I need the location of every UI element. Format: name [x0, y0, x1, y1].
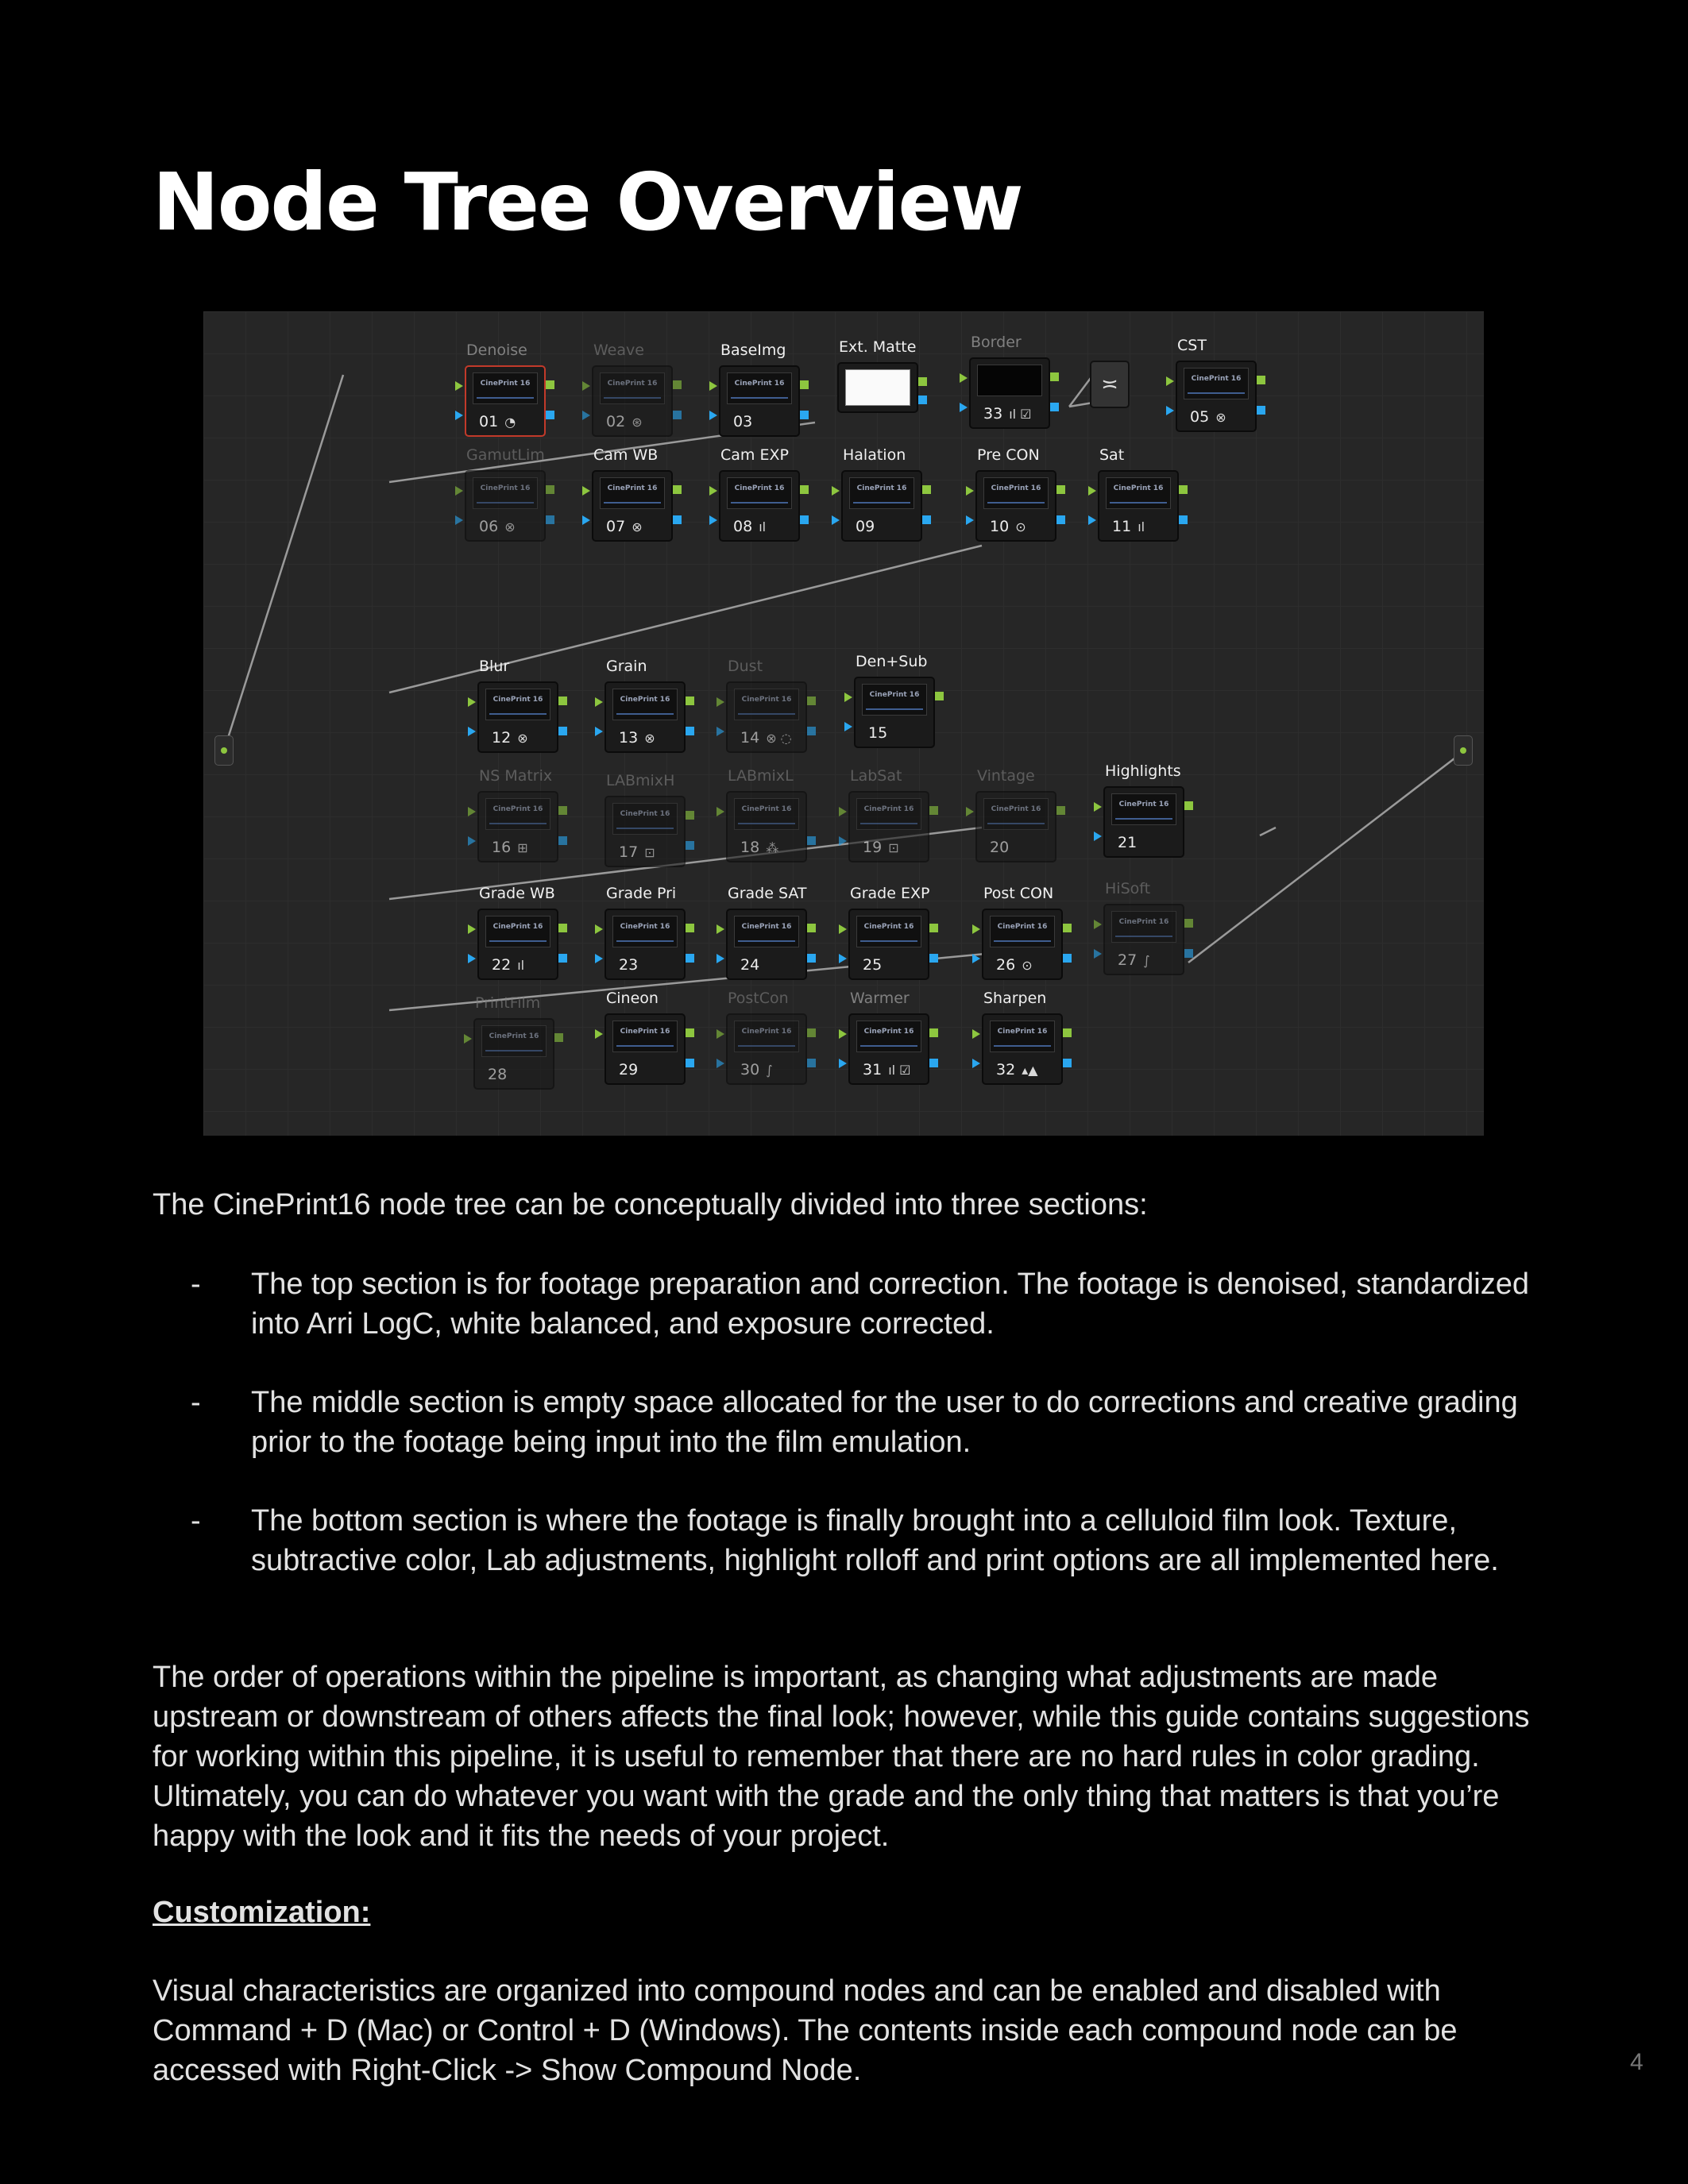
node-number: 10 ⊙ [990, 518, 1026, 535]
graph-node[interactable] [726, 658, 807, 753]
graph-node[interactable] [726, 990, 807, 1085]
node-number: 22 ıl [492, 956, 525, 974]
node-icon: ıl [759, 519, 767, 534]
node-number: 29 [619, 1061, 639, 1078]
node-number: 03 [733, 413, 753, 430]
graph-node[interactable] [726, 767, 807, 862]
graph-node[interactable] [465, 446, 546, 542]
node-label: Dust [728, 658, 763, 675]
node-icon: ⊛ [632, 415, 643, 430]
node-icon: ⊙ [1022, 958, 1033, 973]
node-thumbnail: CinePrint 16 [849, 477, 914, 509]
splitter-node[interactable]: ≍ [1090, 361, 1130, 408]
node-number: 23 [619, 956, 639, 974]
node-number: 18 ⁂ [740, 839, 779, 856]
graph-node[interactable] [605, 885, 686, 980]
node-thumbnail: CinePrint 16 [983, 477, 1049, 509]
node-thumbnail: CinePrint 16 [612, 689, 678, 720]
node-thumbnail [845, 369, 910, 406]
graph-node[interactable] [975, 446, 1056, 542]
body-paragraph: The order of operations within the pipeline is important, as changing what adjustments are made upstream or downstream of others affects the final look; however, while this guide contains suggestions for working within this pipeline, it is useful to remember that there are no hard rules in color grading. Ultimately, you can do whatever you want with the grade and the only thing that matters is that you’re happy with the look and it fits the needs of your project. [153, 1661, 1530, 1853]
graph-node[interactable] [982, 885, 1063, 980]
node-label: Sat [1099, 446, 1125, 464]
node-number: 28 [488, 1066, 508, 1083]
node-label: NS Matrix [479, 767, 553, 785]
node-number: 31 ıl ☑ [863, 1061, 911, 1078]
customization-paragraph: Visual characteristics are organized into compound nodes and can be enabled and disabled with Command + D (Mac) or Control + D (Windows). The contents inside each compound node can be accessed with Right-Click -> Show Compound Node. [153, 1974, 1458, 2087]
graph-node[interactable] [719, 341, 800, 437]
node-label: Grade WB [479, 885, 555, 902]
node-icon: ıl [517, 958, 525, 973]
graph-node[interactable] [719, 446, 800, 542]
node-label: Grade EXP [850, 885, 930, 902]
node-label: GamutLim [466, 446, 545, 464]
node-label: Grade SAT [728, 885, 807, 902]
graph-node[interactable] [1098, 446, 1179, 542]
node-label: HiSoft [1105, 880, 1151, 897]
node-label: Post CON [983, 885, 1054, 902]
node-icon: ⊞ [517, 840, 528, 855]
node-thumbnail: CinePrint 16 [1184, 368, 1249, 399]
node-number: 19 ⊡ [863, 839, 899, 856]
graph-node[interactable] [465, 341, 546, 437]
graph-node[interactable] [848, 990, 929, 1085]
bullet-dash: - [191, 1504, 201, 1538]
node-number: 32 ▴▲ [996, 1061, 1038, 1078]
node-icon: ⊡ [888, 840, 899, 855]
node-thumbnail: CinePrint 16 [734, 689, 799, 720]
node-number: 01 ◔ [479, 413, 516, 430]
node-label: Grain [606, 658, 647, 675]
bullet-item [153, 1264, 1551, 1344]
graph-node[interactable] [848, 767, 929, 862]
node-number: 25 [863, 956, 883, 974]
node-number: 26 ⊙ [996, 956, 1033, 974]
node-thumbnail: CinePrint 16 [612, 1021, 678, 1052]
node-icon: ⊗ ◌ [766, 731, 792, 746]
node-number: 33 ıl ☑ [983, 405, 1032, 423]
node-thumbnail: CinePrint 16 [485, 689, 550, 720]
node-label: Cam EXP [720, 446, 789, 464]
node-thumbnail: CinePrint 16 [481, 1025, 547, 1057]
graph-node[interactable] [982, 990, 1063, 1085]
graph-node[interactable] [477, 658, 558, 753]
graph-node[interactable] [837, 338, 918, 413]
graph-node[interactable] [592, 341, 673, 437]
node-number: 09 [856, 518, 875, 535]
node-thumbnail: CinePrint 16 [856, 916, 921, 947]
page-title: Node Tree Overview [153, 156, 1022, 249]
node-thumbnail: CinePrint 16 [600, 372, 665, 404]
node-number: 06 ⊗ [479, 518, 516, 535]
node-thumbnail: CinePrint 16 [612, 916, 678, 947]
bullet-text: The middle section is empty space allocated for the user to do corrections and creative grading prior to the footage being input into the film emulation. [251, 1386, 1518, 1459]
node-thumbnail: CinePrint 16 [862, 684, 927, 716]
node-label: Blur [479, 658, 510, 675]
node-thumbnail: CinePrint 16 [734, 916, 799, 947]
bullet-dash: - [191, 1386, 201, 1419]
node-icon: ⊗ [644, 731, 655, 746]
node-connections [203, 311, 1484, 1136]
node-label: BaseImg [720, 341, 786, 359]
node-number: 20 [990, 839, 1010, 856]
graph-node[interactable] [841, 446, 922, 542]
node-thumbnail: CinePrint 16 [856, 1021, 921, 1052]
bullet-text: The bottom section is where the footage is finally brought into a celluloid film look. Texture, subtractive color, Lab adjustments, highlight rolloff and print options are all implemented here. [251, 1504, 1499, 1577]
node-label: Pre CON [977, 446, 1040, 464]
node-number: 13 ⊗ [619, 729, 655, 747]
graph-node[interactable] [1103, 762, 1184, 858]
node-icon: ⊙ [1015, 519, 1026, 534]
node-label: Weave [593, 341, 644, 359]
node-thumbnail: CinePrint 16 [485, 916, 550, 947]
node-number: 30 ∫ [740, 1061, 773, 1078]
graph-node[interactable] [605, 990, 686, 1085]
graph-node[interactable] [592, 446, 673, 542]
node-thumbnail: CinePrint 16 [983, 798, 1049, 830]
node-icon: ▴▲ [1022, 1063, 1038, 1078]
node-number: 11 ıl [1112, 518, 1145, 535]
node-number: 12 ⊗ [492, 729, 528, 747]
graph-node[interactable] [1176, 337, 1257, 432]
page-number: 4 [1630, 2049, 1644, 2075]
node-thumbnail [977, 365, 1042, 396]
node-icon: ⊗ [504, 519, 516, 534]
node-number: 21 [1118, 834, 1138, 851]
graph-node[interactable] [1103, 880, 1184, 975]
node-icon: ıl [1138, 519, 1145, 534]
node-label: Sharpen [983, 990, 1047, 1007]
node-thumbnail: CinePrint 16 [1111, 911, 1176, 943]
node-label: Highlights [1105, 762, 1181, 780]
node-number: 15 [868, 724, 888, 742]
node-label: CST [1177, 337, 1207, 354]
node-number: 08 ıl [733, 518, 767, 535]
graph-node[interactable] [477, 767, 558, 862]
node-number: 07 ⊗ [606, 518, 643, 535]
node-icon: ∫ [766, 1063, 773, 1078]
node-number: 24 [740, 956, 760, 974]
bullet-dash: - [191, 1268, 201, 1301]
node-icon: ıl ☑ [1009, 407, 1032, 422]
node-label: PostCon [728, 990, 789, 1007]
node-thumbnail: CinePrint 16 [990, 1021, 1055, 1052]
node-thumbnail: CinePrint 16 [473, 477, 538, 509]
node-thumbnail: CinePrint 16 [856, 798, 921, 830]
bullet-item [153, 1383, 1551, 1462]
node-label: Grade Pri [606, 885, 677, 902]
node-thumbnail: CinePrint 16 [727, 477, 792, 509]
node-label: Warmer [850, 990, 910, 1007]
node-number: 14 ⊗ ◌ [740, 729, 792, 747]
node-icon: ıl ☑ [888, 1063, 911, 1078]
node-thumbnail: CinePrint 16 [1111, 793, 1176, 825]
node-icon: ⊗ [517, 731, 528, 746]
node-label: Den+Sub [856, 653, 928, 670]
node-thumbnail: CinePrint 16 [473, 372, 538, 404]
node-thumbnail: CinePrint 16 [734, 1021, 799, 1052]
graph-node[interactable] [605, 772, 686, 867]
node-label: Halation [843, 446, 906, 464]
node-number: 27 ∫ [1118, 951, 1150, 969]
graph-node[interactable] [477, 885, 558, 980]
node-label: Ext. Matte [839, 338, 917, 356]
node-number: 05 ⊗ [1190, 408, 1226, 426]
intro-paragraph: The CinePrint16 node tree can be conceptually divided into three sections: [153, 1188, 1148, 1221]
node-label: Cineon [606, 990, 659, 1007]
bullet-text: The top section is for footage preparation and correction. The footage is denoised, standardized into Arri LogC, white balanced, and exposure corrected. [251, 1268, 1529, 1341]
graph-node[interactable] [854, 653, 935, 748]
node-icon: ⊡ [644, 845, 655, 860]
node-label: Border [971, 334, 1022, 351]
customization-heading: Customization: [153, 1896, 371, 1929]
graph-node[interactable] [848, 885, 930, 980]
node-number: 16 ⊞ [492, 839, 528, 856]
bullet-item [153, 1501, 1551, 1580]
node-label: LABmixL [728, 767, 794, 785]
node-icon: ∫ [1143, 953, 1150, 968]
graph-node[interactable] [975, 767, 1056, 862]
node-icon: ⁂ [766, 840, 779, 855]
node-label: LABmixH [606, 772, 675, 789]
node-thumbnail: CinePrint 16 [600, 477, 665, 509]
node-thumbnail: CinePrint 16 [734, 798, 799, 830]
node-thumbnail: CinePrint 16 [485, 798, 550, 830]
node-thumbnail: CinePrint 16 [612, 803, 678, 835]
node-label: Denoise [466, 341, 527, 359]
node-label: PrintFilm [475, 994, 541, 1012]
node-icon: ⊗ [1215, 410, 1226, 425]
graph-node[interactable] [726, 885, 807, 980]
node-label: LabSat [850, 767, 902, 785]
node-thumbnail: CinePrint 16 [727, 372, 792, 404]
node-label: Cam WB [593, 446, 659, 464]
node-graph-screenshot [203, 311, 1484, 1136]
node-icon: ⊗ [632, 519, 643, 534]
node-label: Vintage [977, 767, 1035, 785]
input-node[interactable] [214, 735, 234, 766]
node-number: 02 ⊛ [606, 413, 643, 430]
graph-node[interactable] [969, 334, 1050, 429]
node-icon: ◔ [504, 415, 516, 430]
node-thumbnail: CinePrint 16 [1106, 477, 1171, 509]
graph-node[interactable] [473, 994, 554, 1090]
graph-node[interactable] [605, 658, 686, 753]
node-number: 17 ⊡ [619, 843, 655, 861]
output-node[interactable] [1454, 735, 1473, 766]
node-thumbnail: CinePrint 16 [990, 916, 1055, 947]
